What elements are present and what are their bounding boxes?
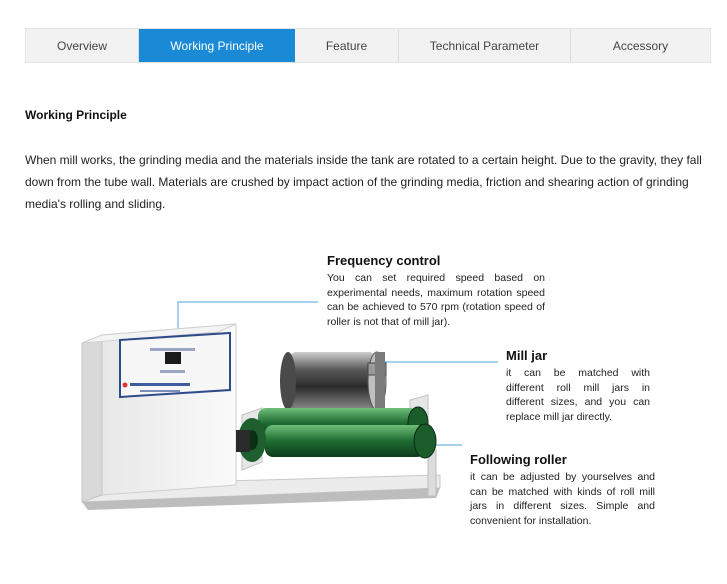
display-window <box>165 352 181 364</box>
callout-title: Following roller <box>470 452 567 467</box>
control-box-shape <box>82 324 236 502</box>
callout-text: it can be matched with different roll mill jars in different sizes, and you can replace mill jar directly. <box>506 367 650 423</box>
callout-frequency-control <box>327 253 545 329</box>
tab-overview[interactable]: Overview <box>26 29 139 62</box>
callout-following-roller <box>470 452 655 528</box>
tab-feature[interactable]: Feature <box>295 29 399 62</box>
tab-bar <box>25 28 711 63</box>
mill-jar-shape <box>280 352 386 412</box>
callout-text: it can be adjusted by yourselves and can be matched with kinds of roll mill jars in different sizes. Simple and convenient for installation. <box>470 471 655 527</box>
product-figure <box>0 240 727 560</box>
callout-title: Mill jar <box>506 348 548 363</box>
callout-title: Frequency control <box>327 253 441 268</box>
tab-accessory[interactable]: Accessory <box>612 38 669 53</box>
green-rollers-shape <box>236 407 436 462</box>
section-description: When mill works, the grinding media and the materials inside the tank are rotated to a certain height. Due to the gravity, they fall down from the tube wall. Materials are crushed by impact action of the grinding media, friction and shearing action of grinding media's rolling and sliding. <box>25 153 702 211</box>
callout-mill-jar <box>506 348 650 424</box>
brand-logo-dot <box>123 383 128 388</box>
tab-technical-parameter[interactable]: Technical Parameter <box>399 29 571 62</box>
section-title: Working Principle <box>25 108 127 122</box>
tab-working-principle[interactable]: Working Principle <box>139 29 295 62</box>
callout-text: You can set required speed based on experimental needs, maximum rotation speed can be achieved to 570 rpm (rotation speed of roller is not that of mill jar). <box>327 272 545 328</box>
